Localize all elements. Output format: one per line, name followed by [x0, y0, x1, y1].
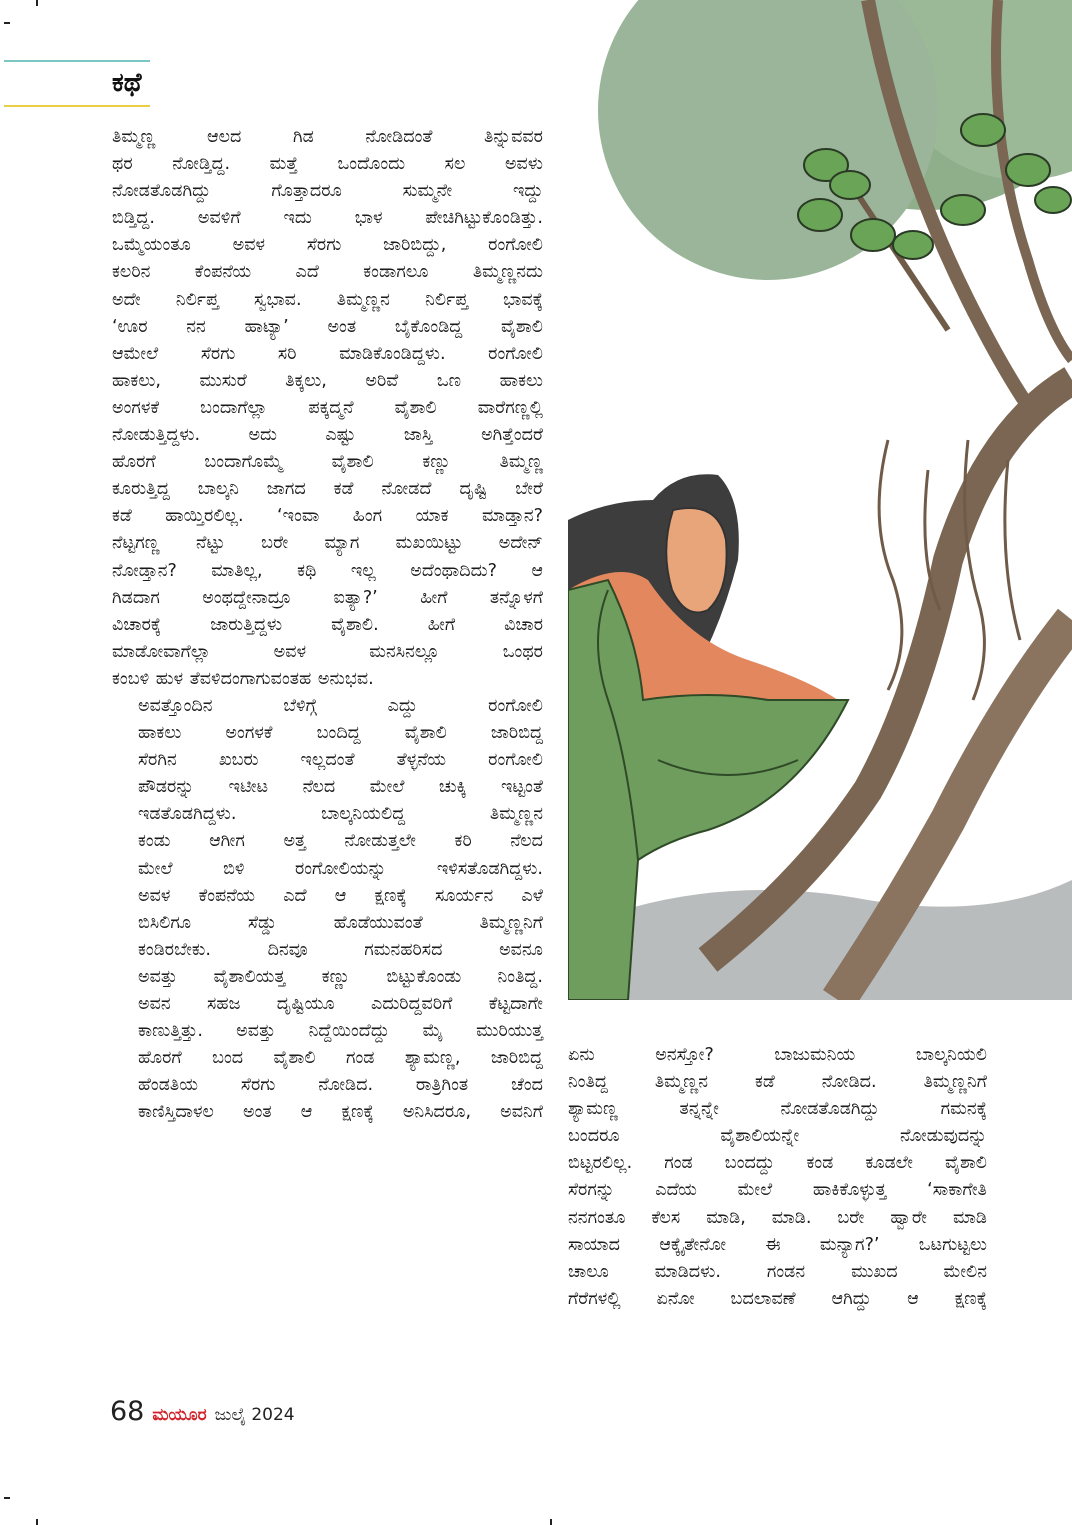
- text-line: ಬಿಟ್ಟರಲಿಲ್ಲ. ಗಂಡ ಬಂದದ್ದು ಕಂಡ ಕೂಡಲೇ ವೈಶಾಲಿ: [568, 1153, 987, 1174]
- text-line: ಬಂದರೂ ವೈಶಾಲಿಯನ್ನೇ ನೋಡುವುದನ್ನು: [568, 1126, 987, 1147]
- text-line: ಕಂಡು ಆಗೀಗ ಅತ್ತ ನೋಡುತ್ತಲೇ ಕರಿ ನೆಲದ: [138, 831, 543, 852]
- text-line: ಕಂಬಳಿ ಹುಳ ತೆವಳಿದಂಗಾಗುವಂತಹ ಅನುಭವ.: [112, 668, 374, 689]
- text-line: ಅವತ್ತೊಂದಿನ ಬೆಳಿಗ್ಗೆ ಎದ್ದು ರಂಗೋಲಿ: [138, 695, 543, 716]
- section-rule-bottom: [4, 105, 150, 107]
- section-rule-top: [4, 60, 150, 62]
- text-line: ಅವತ್ತು ವೈಶಾಲಿಯತ್ತ ಕಣ್ಣು ಬಿಟ್ಟುಕೊಂಡು ನಿಂತಿದ್ದ.: [138, 966, 543, 987]
- text-line: ಹಾಕಲು ಅಂಗಳಕೆ ಬಂದಿದ್ದ ವೈಶಾಲಿ ಜಾರಿಬಿದ್ದ: [138, 723, 543, 744]
- text-line: ಸೆರಗನ್ನು ಎದೆಯ ಮೇಲೆ ಹಾಕಿಕೊಳ್ಳುತ್ತ ‘ಸಾಕಾಗೇತಿ: [568, 1180, 987, 1201]
- leaf-icon: [961, 114, 1005, 146]
- text-line: ನನಗಂತೂ ಕೆಲಸ ಮಾಡಿ, ಮಾಡಿ. ಬರೇ ಹ್ವಾರೇ ಮಾಡಿ: [568, 1207, 987, 1228]
- right-text-column: [568, 1042, 987, 1313]
- text-line: ಬಿಸಿಲಿಗೂ ಸೆಡ್ಡು ಹೊಡೆಯುವಂತೆ ತಿಮ್ಮಣ್ಣನಿಗೆ: [138, 912, 543, 933]
- woman-face: [666, 508, 726, 613]
- text-line: ಪೌಡರನ್ನು ಇಟೀಟ ನೆಲದ ಮೇಲೆ ಚುಕ್ಕಿ ಇಟ್ಟಂತೆ: [138, 777, 543, 798]
- page-number: 68: [110, 1396, 145, 1427]
- text-line: ನೆಟ್ಟಗಣ್ಣ ನೆಟ್ಟು ಬರೇ ಮ್ಯಾಗ ಮಖಯಿಟ್ಟು ಅದೇನ್: [112, 533, 543, 554]
- leaf-icon: [893, 231, 933, 259]
- leaf-icon: [830, 171, 870, 199]
- left-text-column: [112, 124, 543, 1126]
- text-line: ಹೊರಗೆ ಬಂದಾಗೊಮ್ಮೆ ವೈಶಾಲಿ ಕಣ್ಣು ತಿಮ್ಮಣ್ಣ: [112, 452, 543, 473]
- crop-mark: [4, 22, 10, 24]
- paragraph: [568, 1042, 987, 1313]
- crop-mark: [4, 1497, 10, 1499]
- text-line: ಅವಳ ಕೆಂಪನೆಯ ಎದೆ ಆ ಕ್ಷಣಕ್ಕೆ ಸೂರ್ಯನ ಎಳೆ: [138, 885, 543, 906]
- text-line: ಗೆರೆಗಳಲ್ಲಿ ಏನೋ ಬದಲಾವಣೆ ಆಗಿದ್ದು ಆ ಕ್ಷಣಕ್ಕೆ: [568, 1288, 987, 1309]
- text-line: ಕಲರಿನ ಕೆಂಪನೆಯ ಎದೆ ಕಂಡಾಗಲೂ ತಿಮ್ಮಣ್ಣನದು: [112, 262, 543, 283]
- paragraph: [112, 124, 543, 693]
- page-footer: [110, 1396, 295, 1427]
- text-line: ಅಂಗಳಕೆ ಬಂದಾಗೆಲ್ಲಾ ಪಕ್ಕದ್ಮನೆ ವೈಶಾಲಿ ವಾರೆಗಣ್ಣಲ್ಲಿ: [112, 397, 543, 418]
- leaf-icon: [941, 195, 985, 225]
- crop-mark: [36, 0, 38, 6]
- text-line: ಮಾಡೋವಾಗೆಲ್ಲಾ ಅವಳ ಮನಸಿನಲ್ಲೂ ಒಂಥರ: [112, 641, 543, 662]
- text-line: ಹೆಂಡತಿಯ ಸೆರಗು ನೋಡಿದ. ರಾತ್ರಿಗಿಂತ ಚೆಂದ: [138, 1075, 543, 1096]
- text-line: ನೋಡ್ತಾನ? ಮಾತಿಲ್ಲ, ಕಥಿ ಇಲ್ಲ ಅದೆಂಥಾದಿದು? ಆ: [112, 560, 543, 581]
- text-line: ಸೆರಗಿನ ಖಬರು ಇಲ್ಲದಂತೆ ತೆಳ್ಳನೆಯ ರಂಗೋಲಿ: [138, 750, 543, 771]
- text-line: ಮೇಲೆ ಬಿಳಿ ರಂಗೋಲಿಯನ್ನು ಇಳಿಸತೊಡಗಿದ್ದಳು.: [138, 858, 543, 879]
- leaf-icon: [1006, 154, 1050, 186]
- section-title: ಕಥೆ: [112, 68, 142, 98]
- text-line: ‘ಊರ ನನ ಹಾಟ್ಯಾ’ ಅಂತ ಬೈಕೊಂಡಿದ್ದ ವೈಶಾಲಿ: [112, 316, 543, 337]
- text-line: ನೋಡುತ್ತಿದ್ದಳು. ಅದು ಎಷ್ಟು ಜಾಸ್ತಿ ಅಗಿತ್ತೆಂದರೆ: [112, 425, 543, 446]
- text-line: ತಿಮ್ಮಣ್ಣ ಆಲದ ಗಿಡ ನೋಡಿದಂತೆ ತಿನ್ನುವವರ: [112, 127, 543, 147]
- text-line: ಕಾಣುತ್ತಿತ್ತು. ಅವತ್ತು ನಿದ್ದೆಯಿಂದೆದ್ದು ಮೈ ಮುರಿಯುತ್ತ: [138, 1021, 543, 1042]
- text-line: ಚಾಲೂ ಮಾಡಿದಳು. ಗಂಡನ ಮುಖದ ಮೇಲಿನ: [568, 1261, 987, 1282]
- text-line: ನೋಡತೊಡಗಿದ್ದು ಗೊತ್ತಾದರೂ ಸುಮ್ಮನೇ ಇದ್ದು: [112, 181, 543, 202]
- text-line: ಗಿಡದಾಗ ಅಂಥದ್ದೇನಾದ್ರೂ ಐತ್ಯಾ?’ ಹೀಗೆ ತನ್ನೊಳಗೆ: [112, 587, 543, 608]
- text-line: ಇಡತೊಡಗಿದ್ದಳು. ಬಾಲ್ಕನಿಯಲಿದ್ದ ತಿಮ್ಮಣ್ಣನ: [138, 804, 543, 825]
- text-line: ಹಾಕಲು, ಮುಸುರೆ ತಿಕ್ಕಲು, ಅರಿವೆ ಒಣ ಹಾಕಲು: [112, 370, 543, 391]
- crop-mark: [36, 1519, 38, 1525]
- text-line: ಶ್ಯಾಮಣ್ಣ ತನ್ನನ್ನೇ ನೋಡತೊಡಗಿದ್ದು ಗಮನಕ್ಕೆ: [568, 1099, 987, 1120]
- text-line: ಕಾಣಿಸ್ತಿದಾಳಲ ಅಂತ ಆ ಕ್ಷಣಕ್ಕೆ ಅನಿಸಿದರೂ, ಅವನಿಗೆ: [138, 1102, 543, 1123]
- text-line: ವಿಚಾರಕ್ಕೆ ಜಾರುತ್ತಿದ್ದಳು ವೈಶಾಲಿ. ಹೀಗೆ ವಿಚಾರ: [112, 614, 543, 635]
- text-line: ಹೊರಗೆ ಬಂದ ವೈಶಾಲಿ ಗಂಡ ಶ್ಯಾಮಣ್ಣ, ಜಾರಿಬಿದ್ದ: [138, 1048, 543, 1069]
- text-line: ಕಂಡಿರಬೇಕು. ದಿನವೂ ಗಮನಹರಿಸದ ಅವನೂ: [138, 939, 543, 960]
- text-line: ಒಮ್ಮೆಯಂತೂ ಅವಳ ಸೆರಗು ಜಾರಿಬಿದ್ದು, ರಂಗೋಲಿ: [112, 235, 543, 256]
- magazine-name: ಮಯೂರ: [152, 1405, 207, 1425]
- leaf-icon: [851, 219, 895, 251]
- story-illustration: [568, 0, 1072, 1000]
- text-line: ಅದೇ ನಿರ್ಲಿಪ್ತ ಸ್ವಭಾವ. ತಿಮ್ಮಣ್ಣನ ನಿರ್ಲಿಪ್ತ ಭಾವಕ್ಕೆ: [112, 289, 543, 310]
- text-line: ಏನು ಅನಸ್ತೋ? ಬಾಜುಮನಿಯ ಬಾಲ್ಕನಿಯಲಿ: [568, 1045, 987, 1065]
- text-line: ಥರ ನೋಡ್ತಿದ್ದ. ಮತ್ತೆ ಒಂದೊಂದು ಸಲ ಅವಳು: [112, 154, 543, 175]
- text-line: ನಿಂತಿದ್ದ ತಿಮ್ಮಣ್ಣನ ಕಡೆ ನೋಡಿದ. ತಿಮ್ಮಣ್ಣನಿಗೆ: [568, 1072, 987, 1093]
- text-line: ಕೂರುತ್ತಿದ್ದ ಬಾಲ್ಕನಿ ಜಾಗದ ಕಡೆ ನೋಡದೆ ದೃಷ್ಟಿ ಬೇರೆ: [112, 479, 543, 500]
- issue-date: ಜುಲೈ 2024: [214, 1405, 295, 1425]
- paragraph: [112, 693, 543, 1127]
- crop-mark: [550, 1519, 552, 1525]
- text-line: ಅವನ ಸಹಜ ದೃಷ್ಟಿಯೂ ಎದುರಿದ್ದವರಿಗೆ ಕೆಟ್ಟದಾಗೇ: [138, 994, 543, 1014]
- leaf-icon: [1035, 187, 1071, 213]
- text-line: ಬಿಡ್ತಿದ್ದ. ಅವಳಿಗೆ ಇದು ಭಾಳ ಪೇಚಿಗಿಟ್ಟುಕೊಂಡಿತ್ತು.: [112, 208, 543, 229]
- text-line: ಕಡೆ ಹಾಯ್ತಿರಲಿಲ್ಲ. ‘ಇಂವಾ ಹಿಂಗ ಯಾಕ ಮಾಡ್ತಾನ?: [112, 506, 543, 527]
- text-line: ಸಾಯಾದ ಆಕ್ಕೈತೇನೋ ಈ ಮನ್ಯಾಗ?’ ಒಟಗುಟ್ಟಲು: [568, 1234, 987, 1255]
- leaf-icon: [798, 199, 842, 231]
- text-line: ಆಮೇಲೆ ಸೆರಗು ಸರಿ ಮಾಡಿಕೊಂಡಿದ್ದಳು. ರಂಗೋಲಿ: [112, 343, 543, 364]
